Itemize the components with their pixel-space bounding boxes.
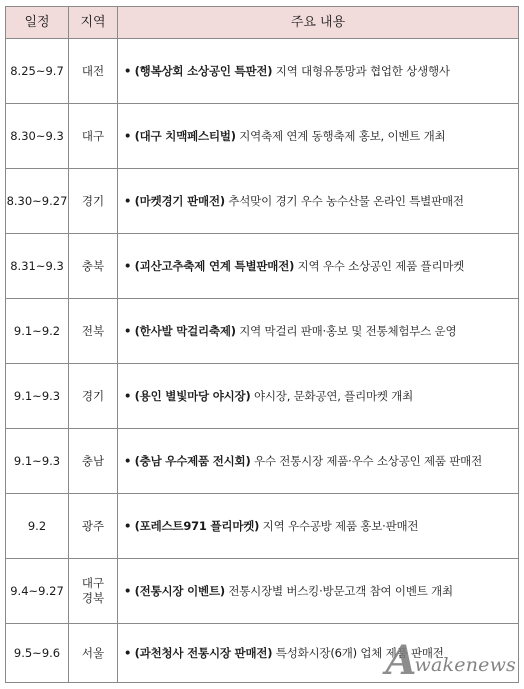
event-title: (과천청사 전통시장 판매전) [134, 645, 273, 660]
table-row [6, 169, 519, 234]
schedule-region [69, 364, 118, 429]
region-name: 대전 [81, 63, 105, 78]
schedule-date: 8.25~9.7 [6, 39, 69, 104]
event-description: 야시장, 문화공연, 플리마켓 개최 [250, 388, 414, 403]
schedule-region [69, 624, 118, 683]
bullet-icon: • [124, 645, 132, 660]
bullet-icon: • [124, 518, 132, 533]
event-title: (행복상회 소상공인 특판전) [134, 63, 273, 78]
table-row [6, 234, 519, 299]
schedule-content [118, 429, 519, 494]
table-row [6, 559, 519, 624]
schedule-content [118, 39, 519, 104]
schedule-content [118, 234, 519, 299]
schedule-content [118, 559, 519, 624]
event-title: (마켓경기 판매전) [134, 193, 225, 208]
schedule-date: 9.1~9.3 [6, 364, 69, 429]
region-name: 충북 [81, 258, 105, 273]
schedule-region [69, 494, 118, 559]
bullet-icon: • [124, 583, 132, 598]
table-row [6, 364, 519, 429]
region-name: 대구 [81, 128, 105, 143]
schedule-date: 9.2 [6, 494, 69, 559]
event-description: 지역 우수 소상공인 제품 플리마켓 [294, 258, 465, 273]
table-row [6, 104, 519, 169]
header-content: 주요 내용 [118, 7, 519, 39]
schedule-content [118, 364, 519, 429]
region-name: 경기 [81, 388, 105, 403]
schedule-content [118, 104, 519, 169]
table-row [6, 429, 519, 494]
schedule-date: 8.30~9.27 [6, 169, 69, 234]
schedule-date: 8.31~9.3 [6, 234, 69, 299]
event-description: 지역 대형유통망과 협업한 상생행사 [272, 63, 450, 78]
schedule-content [118, 169, 519, 234]
header-row [6, 7, 519, 39]
bullet-icon: • [124, 453, 132, 468]
region-name: 서울 [81, 645, 105, 660]
schedule-region [69, 39, 118, 104]
awakenews-watermark [385, 637, 517, 684]
header-date: 일정 [6, 7, 69, 39]
region-name: 충남 [81, 453, 105, 468]
header-region: 지역 [69, 7, 118, 39]
table-row [6, 494, 519, 559]
region-name: 광주 [81, 518, 105, 533]
region-name: 대구 [81, 576, 105, 590]
watermark-logo-text: wakenews [414, 654, 516, 676]
event-description: 지역 우수공방 제품 홍보·판매전 [259, 518, 419, 533]
event-description: 지역축제 연계 동행축제 홍보, 이벤트 개최 [235, 128, 446, 143]
schedule-region [69, 234, 118, 299]
region-name: 전북 [81, 323, 105, 338]
table-body [6, 39, 519, 683]
watermark-logo-mark: A [385, 637, 417, 684]
schedule-date: 9.4~9.27 [6, 559, 69, 624]
event-description: 특성화시장(6개) 업체 제품 판매전 [272, 645, 444, 660]
event-description: 추석맞이 경기 우수 농수산물 온라인 특별판매전 [224, 193, 464, 208]
schedule-content [118, 494, 519, 559]
bullet-icon: • [124, 258, 132, 273]
event-title: (충남 우수제품 전시회) [134, 453, 251, 468]
schedule-region [69, 104, 118, 169]
schedule-region [69, 429, 118, 494]
table-header [6, 7, 519, 39]
region-name: 경북 [81, 591, 105, 605]
bullet-icon: • [124, 128, 132, 143]
event-title: (대구 치맥페스티벌) [134, 128, 236, 143]
event-description: 지역 막걸리 판매·홍보 및 전통체험부스 운영 [235, 323, 457, 338]
region-name: 경기 [81, 193, 105, 208]
bullet-icon: • [124, 388, 132, 403]
event-title: (괴산고추축제 연계 특별판매전) [134, 258, 295, 273]
schedule-date: 9.1~9.2 [6, 299, 69, 364]
schedule-content [118, 299, 519, 364]
bullet-icon: • [124, 63, 132, 78]
event-title: (용인 별빛마당 야시장) [134, 388, 251, 403]
event-description: 우수 전통시장 제품·우수 소상공인 제품 판매전 [250, 453, 482, 468]
schedule-region [69, 299, 118, 364]
schedule-region [69, 559, 118, 624]
event-schedule-table [5, 6, 519, 683]
event-description: 전통시장별 버스킹·방문고객 참여 이벤트 개최 [224, 583, 453, 598]
event-title: (전통시장 이벤트) [134, 583, 225, 598]
schedule-region [69, 169, 118, 234]
table-row [6, 39, 519, 104]
bullet-icon: • [124, 193, 132, 208]
schedule-date: 9.1~9.3 [6, 429, 69, 494]
table-row [6, 299, 519, 364]
schedule-date: 8.30~9.3 [6, 104, 69, 169]
event-title: (한사발 막걸리축제) [134, 323, 236, 338]
event-title: (포레스트971 플리마켓) [134, 518, 260, 533]
schedule-date: 9.5~9.6 [6, 624, 69, 683]
bullet-icon: • [124, 323, 132, 338]
